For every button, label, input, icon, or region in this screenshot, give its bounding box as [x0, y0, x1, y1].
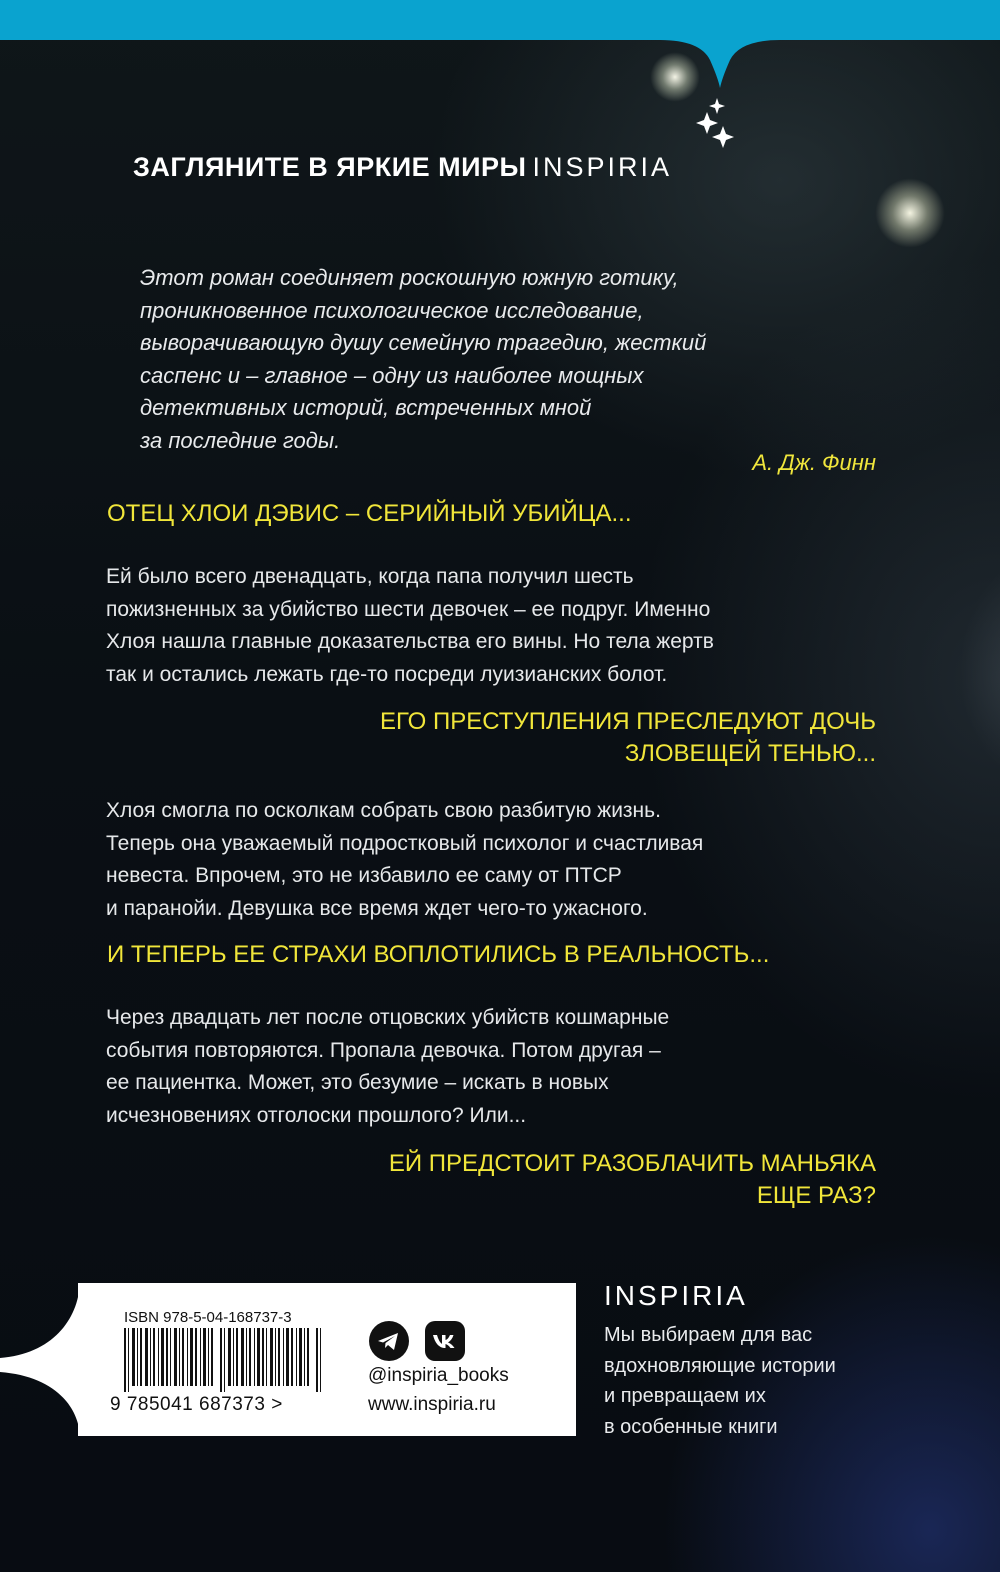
website-link[interactable]: www.inspiria.ru: [368, 1394, 496, 1415]
quote-line: выворачивающую душу семейную трагедию, жесткий: [140, 330, 707, 355]
isbn-digits: 9 785041 687373 >: [110, 1394, 283, 1415]
body-line: Теперь она уважаемый подростковый психолог и счастливая: [106, 831, 704, 855]
body-line: Хлоя смогла по осколкам собрать свою разбитую жизнь.: [106, 799, 661, 822]
body-line: события повторяются. Пропала девочка. Потом другая –: [106, 1038, 661, 1062]
body-line: и паранойи. Девушка все время ждет чего-то ужасного.: [106, 896, 648, 920]
section-body: [106, 561, 906, 691]
body-line: так и остались лежать где-то посреди луизианских болот.: [106, 662, 668, 686]
quote-line: проникновенное психологическое исследование,: [140, 297, 644, 323]
section-headline: [200, 1148, 876, 1212]
body-line: Ей было всего двенадцать, когда папа получил шесть: [106, 565, 634, 588]
vk-icon[interactable]: [425, 1321, 465, 1361]
publisher-desc-line: в особенные книги: [604, 1415, 778, 1438]
review-quote: [140, 262, 900, 457]
light-orb: [960, 560, 1000, 780]
section-headline-line: ОТЕЦ ХЛОИ ДЭВИС – СЕРИЙНЫЙ УБИЙЦА...: [107, 500, 632, 527]
telegram-icon[interactable]: [369, 1321, 409, 1361]
section-headline-line: ЕЩЕ РАЗ?: [756, 1182, 876, 1209]
section-headline: [200, 706, 876, 770]
body-line: невеста. Впрочем, это не избавило ее саму от ПТСР: [106, 864, 622, 887]
headline-text: ЗАГЛЯНИТЕ В ЯРКИЕ МИРЫ: [133, 152, 527, 182]
section-headline-line: ЕГО ПРЕСТУПЛЕНИЯ ПРЕСЛЕДУЮТ ДОЧЬ: [380, 708, 876, 735]
headline: [133, 152, 773, 183]
section-headline: [107, 498, 907, 530]
publisher-desc-line: Мы выбираем для вас: [604, 1324, 813, 1346]
quote-line: Этот роман соединяет роскошную южную готику,: [140, 265, 679, 290]
publisher-desc-line: и превращаем их: [604, 1385, 766, 1407]
social-handle[interactable]: @inspiria_books: [368, 1365, 509, 1386]
body-line: Через двадцать лет после отцовских убийств кошмарные: [106, 1006, 670, 1029]
headline-brand: INSPIRIA: [532, 152, 672, 182]
body-line: исчезновениях отголоски прошлого? Или...: [106, 1103, 527, 1127]
section-headline-line: ЗЛОВЕЩЕЙ ТЕНЬЮ...: [624, 740, 876, 767]
quote-line: саспенс и – главное – одну из наиболее мощных: [140, 362, 644, 388]
top-color-band: [0, 0, 1000, 40]
section-headline-line: ЕЙ ПРЕДСТОИТ РАЗОБЛАЧИТЬ МАНЬЯКА: [388, 1150, 876, 1177]
section-body: [106, 1002, 906, 1132]
publisher-desc-line: вдохновляющие истории: [604, 1354, 836, 1377]
section-headline-line: И ТЕПЕРЬ ЕЕ СТРАХИ ВОПЛОТИЛИСЬ В РЕАЛЬНОСТЬ...: [107, 941, 770, 968]
section-headline: [107, 939, 907, 971]
quote-author: А. Дж. Финн: [752, 450, 876, 475]
sparkle-stars-icon: [695, 98, 735, 150]
body-line: ее пациентка. Может, это безумие – искать в новых: [106, 1071, 609, 1094]
section-body: [106, 795, 906, 925]
barcode: [124, 1328, 324, 1392]
body-line: Хлоя нашла главные доказательства его вины. Но тела жертв: [106, 630, 714, 653]
publisher-description: [604, 1320, 974, 1442]
publisher-name: INSPIRIA: [604, 1280, 748, 1311]
body-line: пожизненных за убийство шести девочек – ее подруг. Именно: [106, 597, 711, 621]
light-orb: [650, 52, 700, 102]
quote-line: за последние годы.: [140, 427, 341, 453]
isbn-label: ISBN 978-5-04-168737-3: [124, 1309, 292, 1326]
quote-line: детективных историй, встреченных мной: [140, 395, 592, 420]
isbn-box-curve: [0, 1280, 80, 1440]
light-orb: [875, 178, 945, 248]
